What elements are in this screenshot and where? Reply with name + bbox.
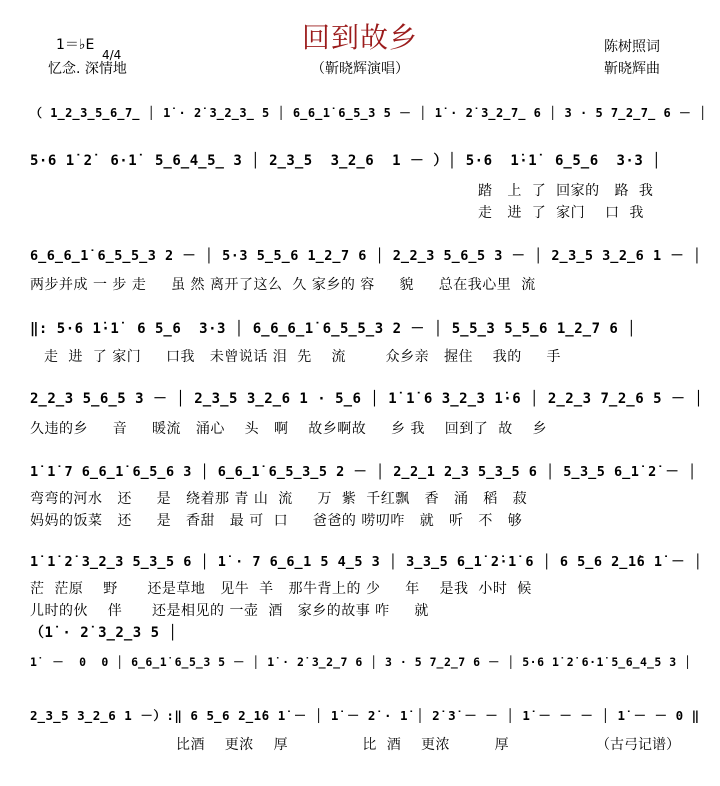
notation-line-6: 1̇ 1̇ 7 6̲6̲1̇ 6̲5̲6 3 │ 6̲6̲1̇ 6̲5̲3̲5 2 － │ 2̲2̲1 2̲3 5̲3̲5 6 │ 5̲3̲5 6̲1̇ 2̇ － │ [30,464,697,480]
song-title: 回到故乡 [301,21,418,54]
notation-line-10: 2̲3̲5 3̲2̲6 1 －）:‖ 6 5̲6 2̲1̇6 1̇ － │ 1̇ － 2̇ · 1̇ │ 2̇ 3̇ － － │ 1̇ － － － │ 1̇ － － 0 ‖ [30,708,700,723]
composer-credit: 靳晓辉曲 [604,61,660,77]
lyric-line-6a: 弯弯的河水 还 是 绕着那 青 山 流 万 紫 千红飘 香 涌 稻 菽 [30,491,528,507]
lyric-line-7b: 儿时的伙 伴 还是相见的 一壶 酒 家乡的故事 咋 就 [30,603,429,619]
lyric-line-7a: 茫 茫原 野 还是草地 见牛 羊 那牛背上的 少 年 是我 小时 候 [30,581,532,597]
lyric-line-2a: 踏 上 了 回家的 路 我 [478,183,654,199]
notation-line-4: ‖: 5·6 1̇·1̇ 6 5̲6 3·3 │ 6̲6̲6̲1̇ 6̲5̲5̲3 2 － │ 5̲5̲3 5̲5̲6 1̲2̲7 6 │ [30,321,637,337]
notation-line-5: 2̲2̲3 5̲6̲5 3 － │ 2̲3̲5 3̲2̲6 1 · 5̲6 │ 1̇ 1̇ 6 3̲2̲3 1̇·6 │ 2̲2̲3 7̲2̲6 5 － │ [30,391,704,407]
lyric-line-4: 走 进 了 家门 口我 未曾说话 泪 先 流 众乡亲 握住 我的 手 [44,349,562,365]
time-signature-text: 4/4 [102,48,122,62]
notation-line-9: 1̇ － 0 0 │ 6̲6̲1̇ 6̲5̲3 5 － │ 1̇ · 2̇ 3̲2̲7 6 │ 3 · 5 7̲2̲7 6 － │ 5·6 1̇ 2̇ 6·1̇ 5̲6̲4̲5 3 │ [30,655,692,669]
transcriber-credit: （古弓记谱） [596,737,680,753]
lyric-line-6b: 妈妈的饭菜 还 是 香甜 最 可 口 爸爸的 唠叨咋 就 听 不 够 [30,513,523,529]
lyric-line-3: 两步并成 一 步 走 虽 然 离开了这么 久 家乡的 容 貌 总在我心里 流 [30,277,536,293]
lyric-line-10: 比酒 更浓 厚 比 酒 更浓 厚 [176,737,510,753]
lyricist-credit: 陈树照词 [604,39,660,55]
notation-line-8: （1̇ · 2̇ 3̲2̲3 5 │ [30,625,178,641]
notation-line-2: 5·6 1̇ 2̇ 6·1̇ 5̲6̲4̲5̲ 3 │ 2̲3̲5 3̲2̲6 1 － ）│ 5·6 1̇·1̇ 6̲5̲6 3·3 │ [30,153,662,169]
notation-line-1: （ 1̲2̲3̲5̲6̲7̲ │ 1̇ · 2̇ 3̲2̲3̲ 5 │ 6̲6̲1̇ 6̲5̲3 5 － │ 1̇ · 2̇ 3̲2̲7̲ 6 │ 3 · 5 7̲2̲7̲ 6 － │ [30,106,707,120]
lyric-line-2b: 走 进 了 家门 口 我 [478,205,644,221]
key-signature: 1＝♭E [56,37,95,53]
performer-subtitle: （靳晓辉演唱） [311,61,409,77]
lyric-line-5: 久违的乡 音 暖流 涌心 头 啊 故乡啊故 乡 我 回到了 故 乡 [30,421,548,437]
notation-line-3: 6̲6̲6̲1̇ 6̲5̲5̲3 2 － │ 5·3 5̲5̲6 1̲2̲7 6 │ 2̲2̲3 5̲6̲5 3 － │ 2̲3̲5 3̲2̲6 1 － │ [30,248,702,264]
tempo-mood: 忆念. 深情地 [48,61,127,77]
notation-line-7: 1̇ 1̇ 2̇ 3̲2̲3 5̲3̲5 6 │ 1̇ · 7 6̲6̲1 5 4̲5 3 │ 3̲3̲5 6̲1̇ 2̇·1̇ 6 │ 6 5̲6 2̲1̇6 1̇ － │ [30,554,703,570]
